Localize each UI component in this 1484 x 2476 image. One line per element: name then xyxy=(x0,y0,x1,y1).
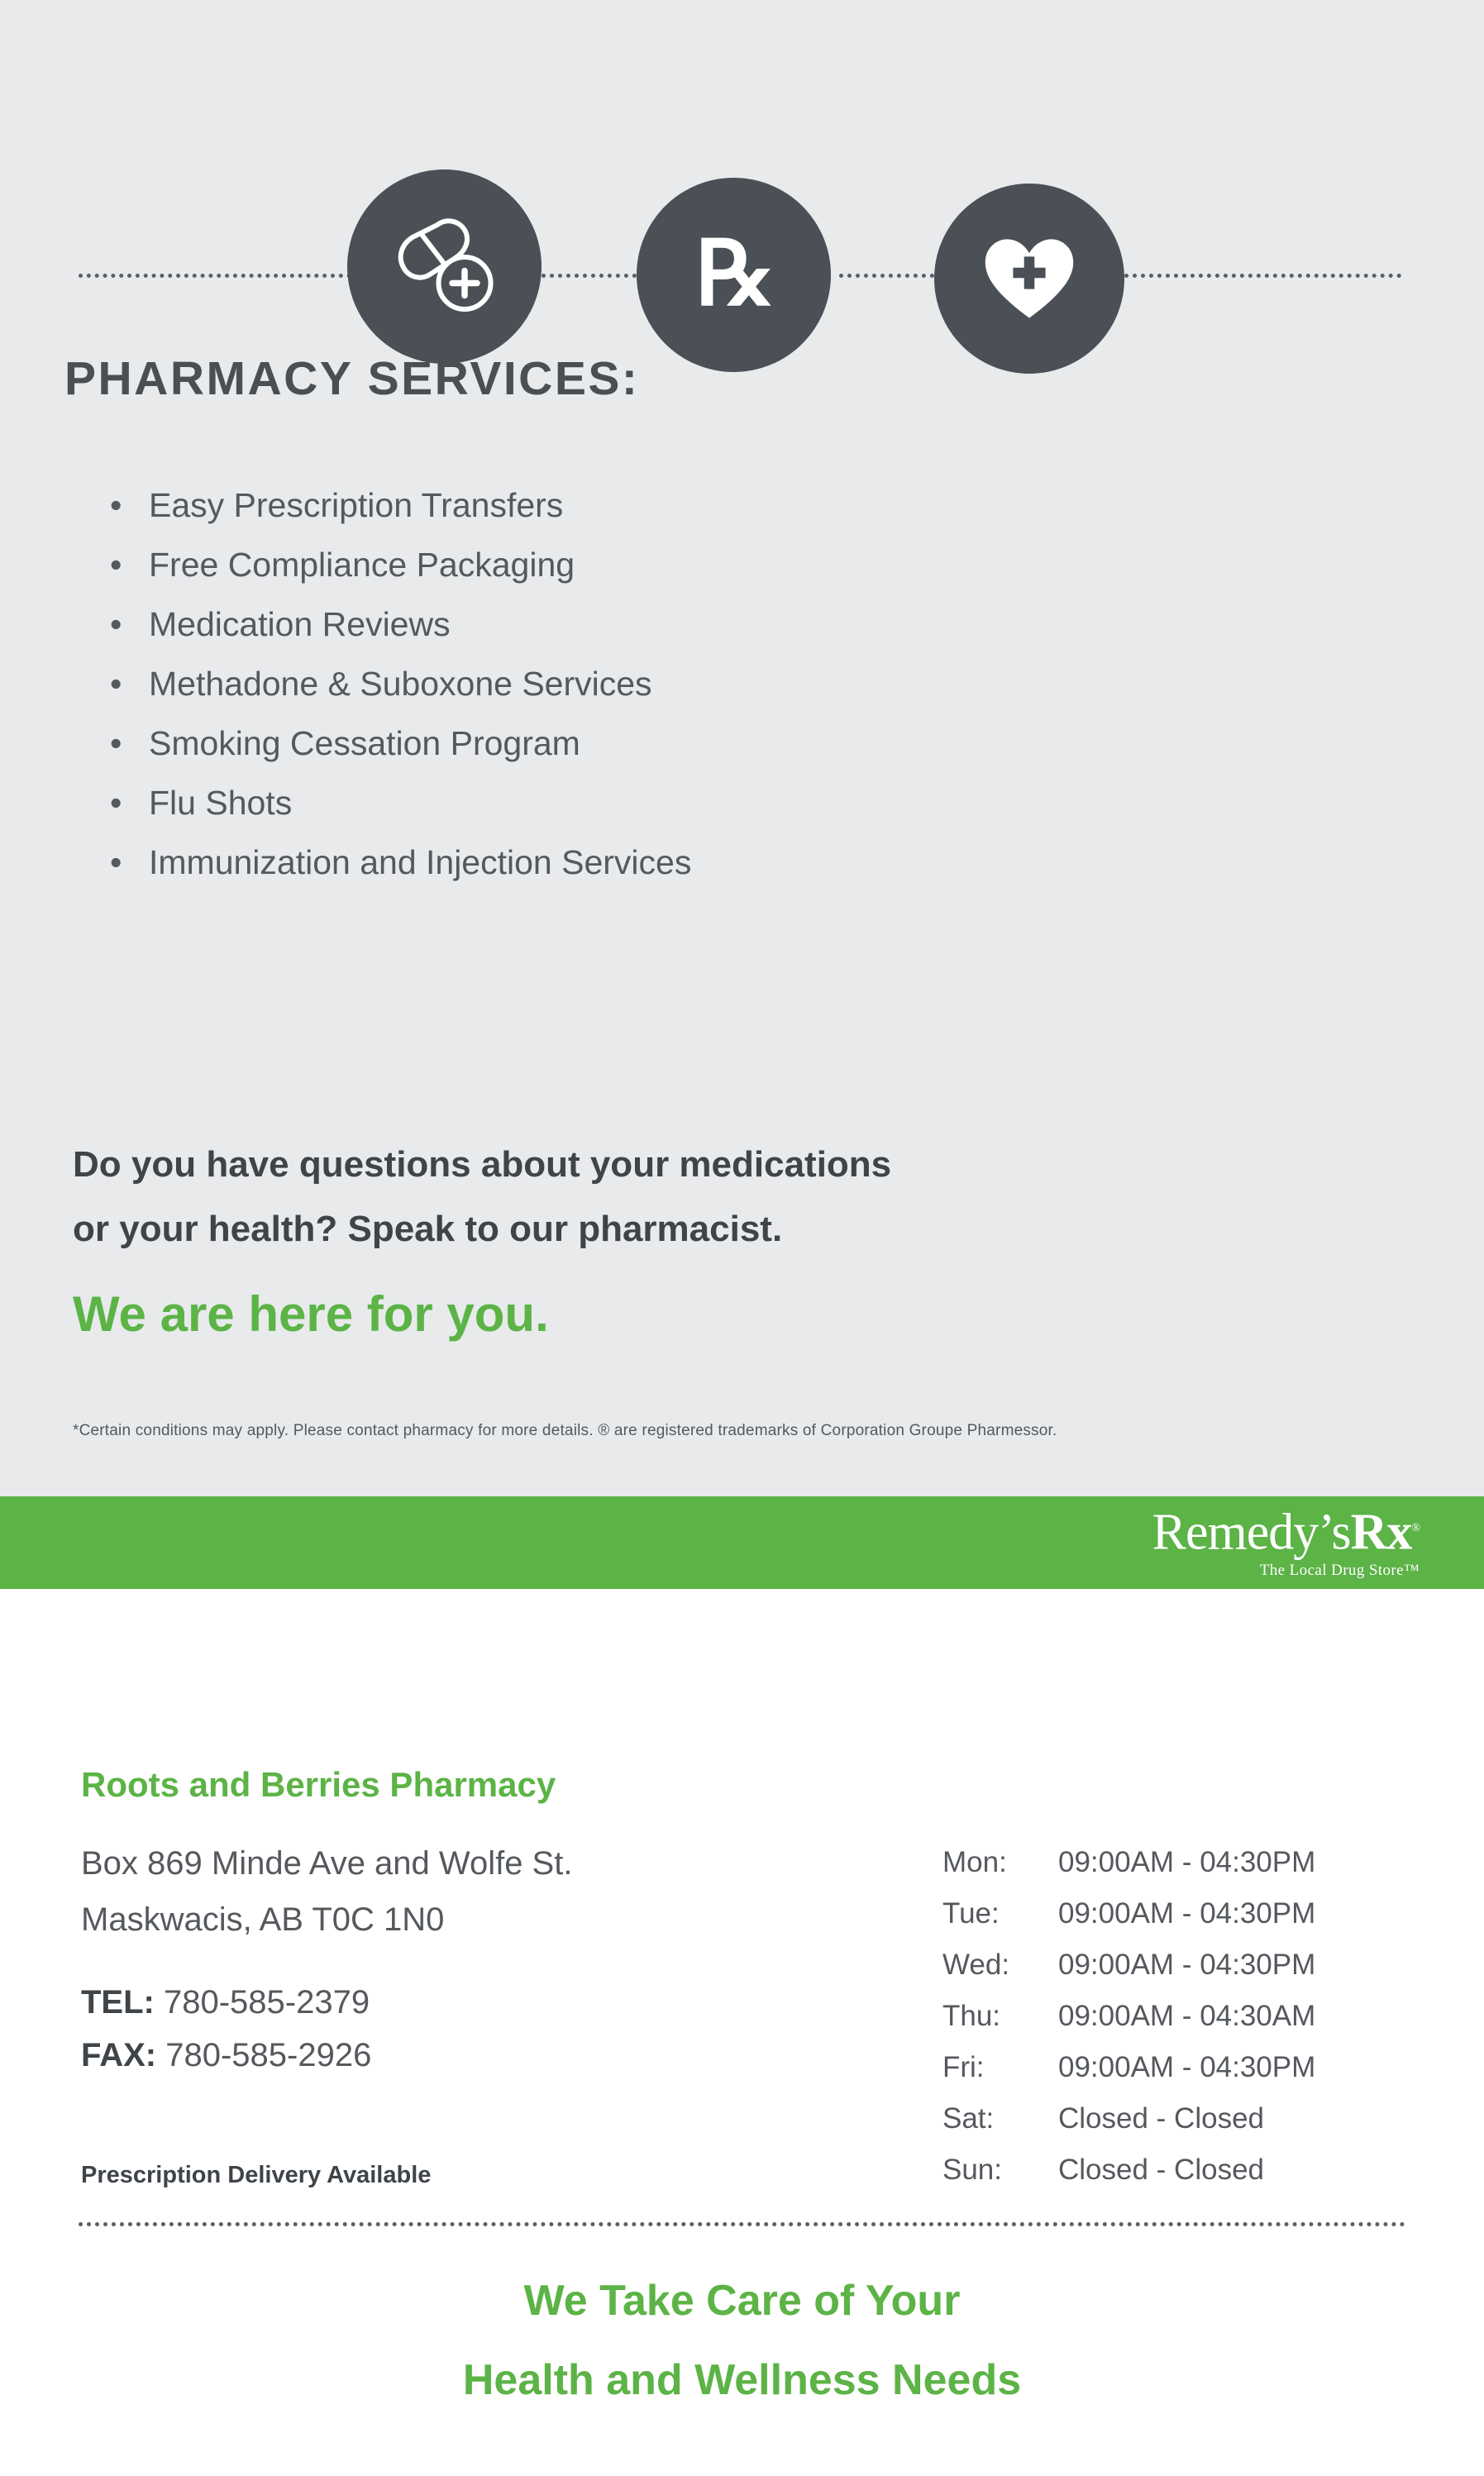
list-item: • Flu Shots xyxy=(103,773,1343,832)
telephone-value[interactable]: 780-585-2379 xyxy=(164,1984,370,2020)
hours-time: 09:00AM - 04:30PM xyxy=(1058,2051,1316,2083)
brand-subtitle: The Local Drug Store™ xyxy=(1259,1561,1420,1579)
hours-time: 09:00AM - 04:30PM xyxy=(1058,1949,1316,1981)
table-row xyxy=(942,1991,1315,2042)
store-address xyxy=(81,1835,908,1948)
dotted-divider-right xyxy=(1124,274,1401,278)
hours-day: Mon: xyxy=(942,1846,1007,1878)
brand-name-part2: Rx xyxy=(1350,1504,1412,1561)
store-hours-table xyxy=(942,1837,1315,2196)
dotted-divider-left xyxy=(79,274,351,278)
hours-time: Closed - Closed xyxy=(1058,2102,1264,2135)
registered-mark: ® xyxy=(1411,1522,1420,1534)
footer-divider xyxy=(79,2222,1405,2226)
fax-row xyxy=(81,2029,371,2082)
brand-name-part1: Remedy’s xyxy=(1152,1504,1351,1561)
hours-time: 09:00AM - 04:30AM xyxy=(1058,2000,1316,2032)
services-list xyxy=(103,475,1343,892)
store-name: Roots and Berries Pharmacy xyxy=(81,1765,556,1804)
fax-label: FAX: xyxy=(81,2037,157,2073)
telephone-row xyxy=(81,1976,371,2029)
pills-plus-icon xyxy=(347,169,542,364)
remedysrx-logo xyxy=(1152,1501,1420,1580)
table-row xyxy=(942,1888,1315,1939)
fax-value: 780-585-2926 xyxy=(165,2037,372,2073)
hours-day: Sat: xyxy=(942,2102,995,2135)
table-row xyxy=(942,1939,1315,1991)
hours-day: Fri: xyxy=(942,2051,985,2083)
list-item: • Methadone & Suboxone Services xyxy=(103,654,1343,713)
hours-day: Tue: xyxy=(942,1897,1000,1930)
list-item: • Immunization and Injection Services xyxy=(103,832,1343,892)
heart-plus-icon xyxy=(934,184,1124,374)
disclaimer-text: *Certain conditions may apply. Please contact pharmacy for more details. ® are registered trademarks of Corporation Groupe Pharmessor. xyxy=(73,1422,1057,1439)
hours-time: 09:00AM - 04:30PM xyxy=(1058,1846,1316,1878)
brand-name xyxy=(1152,1501,1420,1560)
hours-time: Closed - Closed xyxy=(1058,2154,1264,2186)
hours-day: Sun: xyxy=(942,2154,1002,2186)
question-block xyxy=(73,1133,1362,1262)
delivery-note: Prescription Delivery Available xyxy=(81,2162,432,2188)
question-line-2: or your health? Speak to our pharmacist. xyxy=(73,1209,783,1249)
table-row xyxy=(942,2144,1315,2196)
hours-day: Wed: xyxy=(942,1949,1010,1981)
address-line-2: Maskwacis, AB T0C 1N0 xyxy=(81,1901,445,1938)
question-line-1: Do you have questions about your medications xyxy=(73,1144,892,1185)
dotted-divider-mid-1 xyxy=(542,274,637,278)
address-line-1: Box 869 Minde Ave and Wolfe St. xyxy=(81,1845,573,1882)
callout-tagline: We are here for you. xyxy=(73,1286,549,1342)
footer-tagline xyxy=(0,2261,1484,2420)
list-item: • Smoking Cessation Program xyxy=(103,713,1343,773)
rx-glyph: ℞ xyxy=(695,225,772,324)
dotted-divider-mid-2 xyxy=(839,274,934,278)
icon-strip xyxy=(0,83,1484,324)
table-row xyxy=(942,2093,1315,2144)
hours-day: Thu: xyxy=(942,2000,1001,2032)
store-contact xyxy=(81,1976,371,2082)
list-item: • Free Compliance Packaging xyxy=(103,535,1343,594)
page-title: PHARMACY SERVICES: xyxy=(64,352,640,405)
list-item: • Medication Reviews xyxy=(103,594,1343,654)
table-row xyxy=(942,2042,1315,2093)
telephone-label: TEL: xyxy=(81,1984,155,2020)
list-item: • Easy Prescription Transfers xyxy=(103,475,1343,535)
footer-line-2: Health and Wellness Needs xyxy=(462,2356,1022,2404)
rx-icon xyxy=(637,178,831,372)
footer-line-1: We Take Care of Your xyxy=(523,2277,961,2325)
hours-time: 09:00AM - 04:30PM xyxy=(1058,1897,1316,1930)
table-row xyxy=(942,1837,1315,1888)
